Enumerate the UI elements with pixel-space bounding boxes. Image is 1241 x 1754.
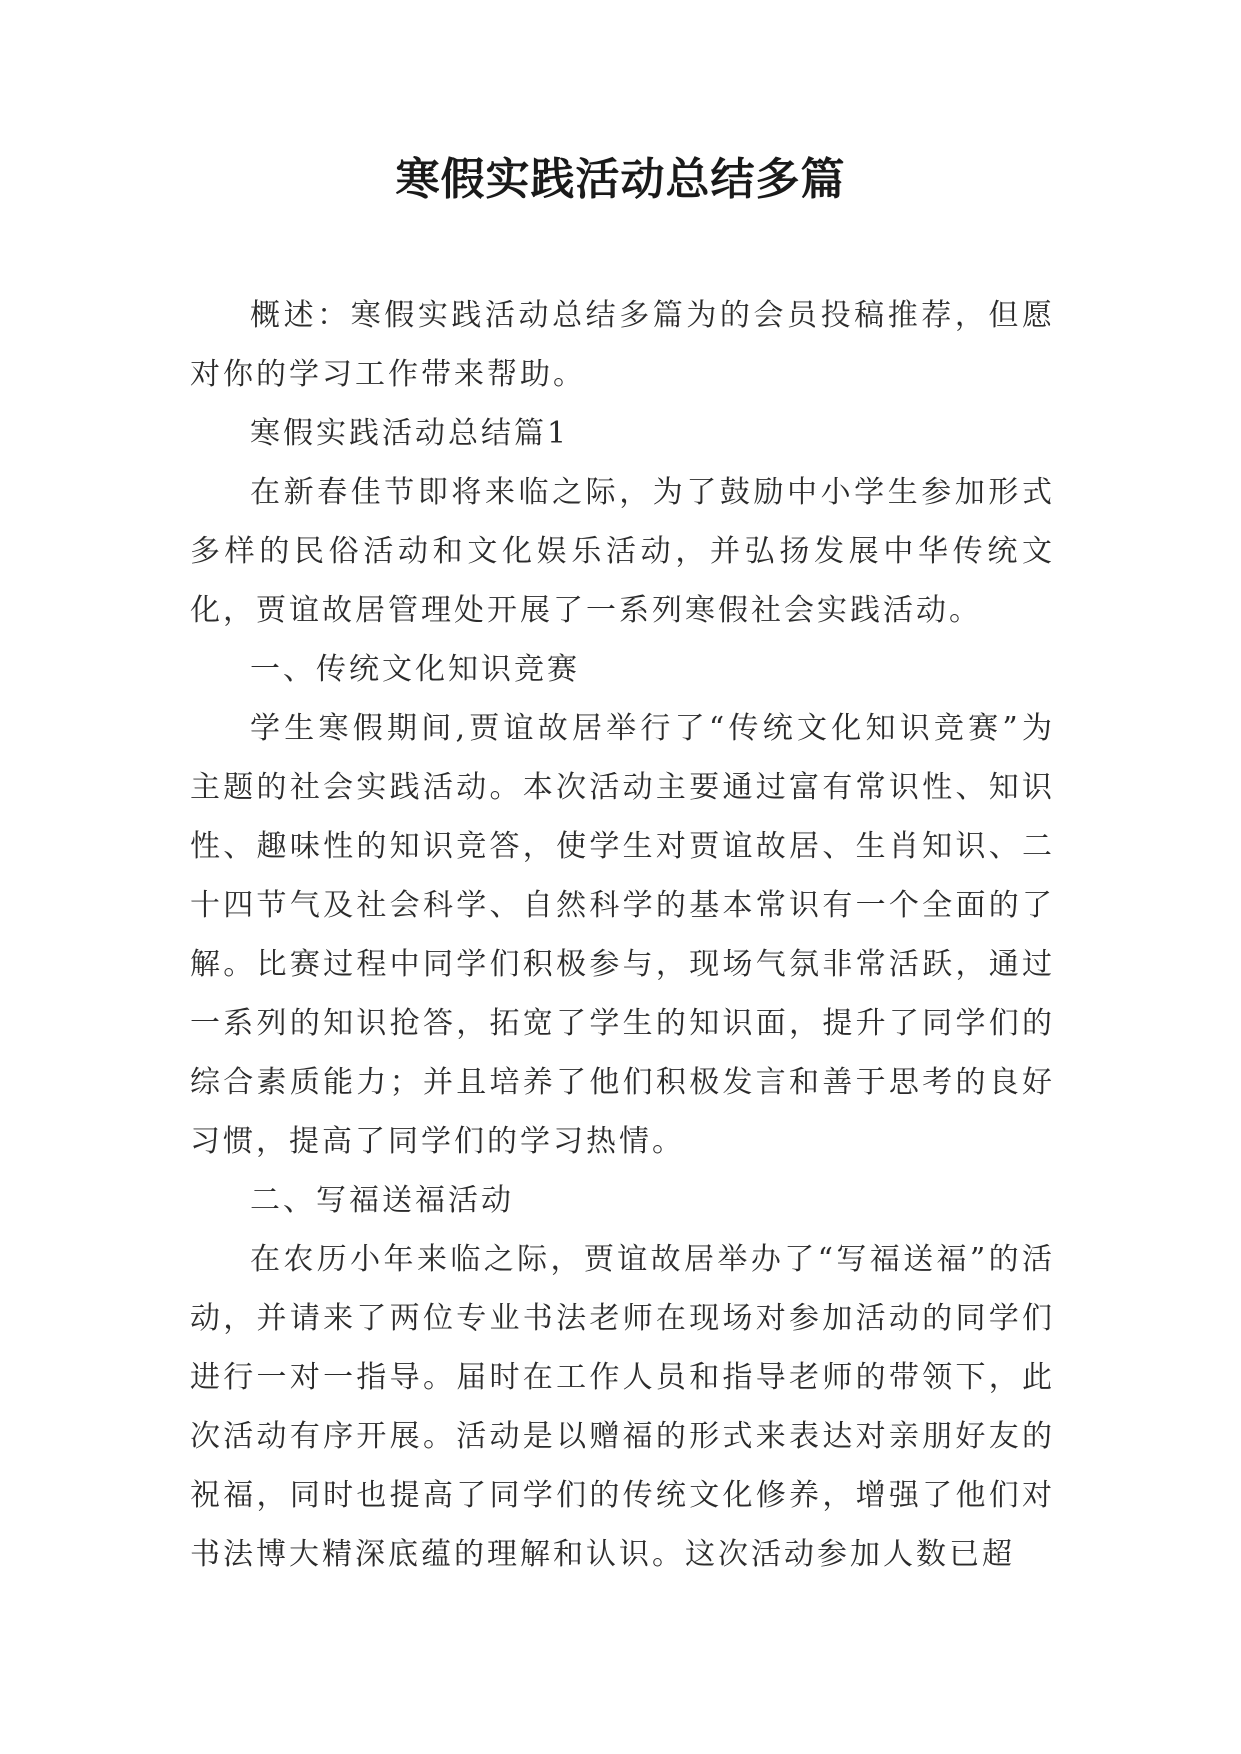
document-title: 寒假实践活动总结多篇 [395,154,846,205]
knowledge-contest-paragraph: 学生寒假期间,贾谊故居举行了“传统文化知识竞赛”为主题的社会实践活动。本次活动主要通过富有常识性、知识性、趣味性的知识竞答，使学生对贾谊故居、生肖知识、二十四节气及社会科学、自然科学的基本常识有一个全面的了解。比赛过程中同学们积极参与，现场气氛非常活跃，通过一系列的知识抢答，拓宽了学生的知识面，提升了同学们的综合素质能力；并且培养了他们积极发言和善于思考的良好习惯，提高了同学们的学习热情。 [190,711,1055,1159]
document-body [190,286,1055,1584]
fu-activity-paragraph: 在农历小年来临之际，贾谊故居举办了“写福送福”的活动，并请来了两位专业书法老师在现场对参加活动的同学们进行一对一指导。届时在工作人员和指导老师的带领下，此次活动有序开展。活动是以赠福的形式来表达对亲朋好友的祝福，同时也提高了同学们的传统文化修养，增强了他们对书法博大精深底蕴的理解和认识。这次活动参加人数已超 [190,1242,1055,1572]
subheading-knowledge-contest: 一、传统文化知识竞赛 [250,652,580,687]
section-title: 寒假实践活动总结篇1 [250,416,570,451]
intro-paragraph: 在新春佳节即将来临之际，为了鼓励中小学生参加形式多样的民俗活动和文化娱乐活动，并弘扬发展中华传统文化，贾谊故居管理处开展了一系列寒假社会实践活动。 [190,475,1055,628]
subheading-fu-activity: 二、写福送福活动 [250,1183,514,1218]
summary-paragraph: 概述：寒假实践活动总结多篇为的会员投稿推荐，但愿对你的学习工作带来帮助。 [190,298,1055,392]
